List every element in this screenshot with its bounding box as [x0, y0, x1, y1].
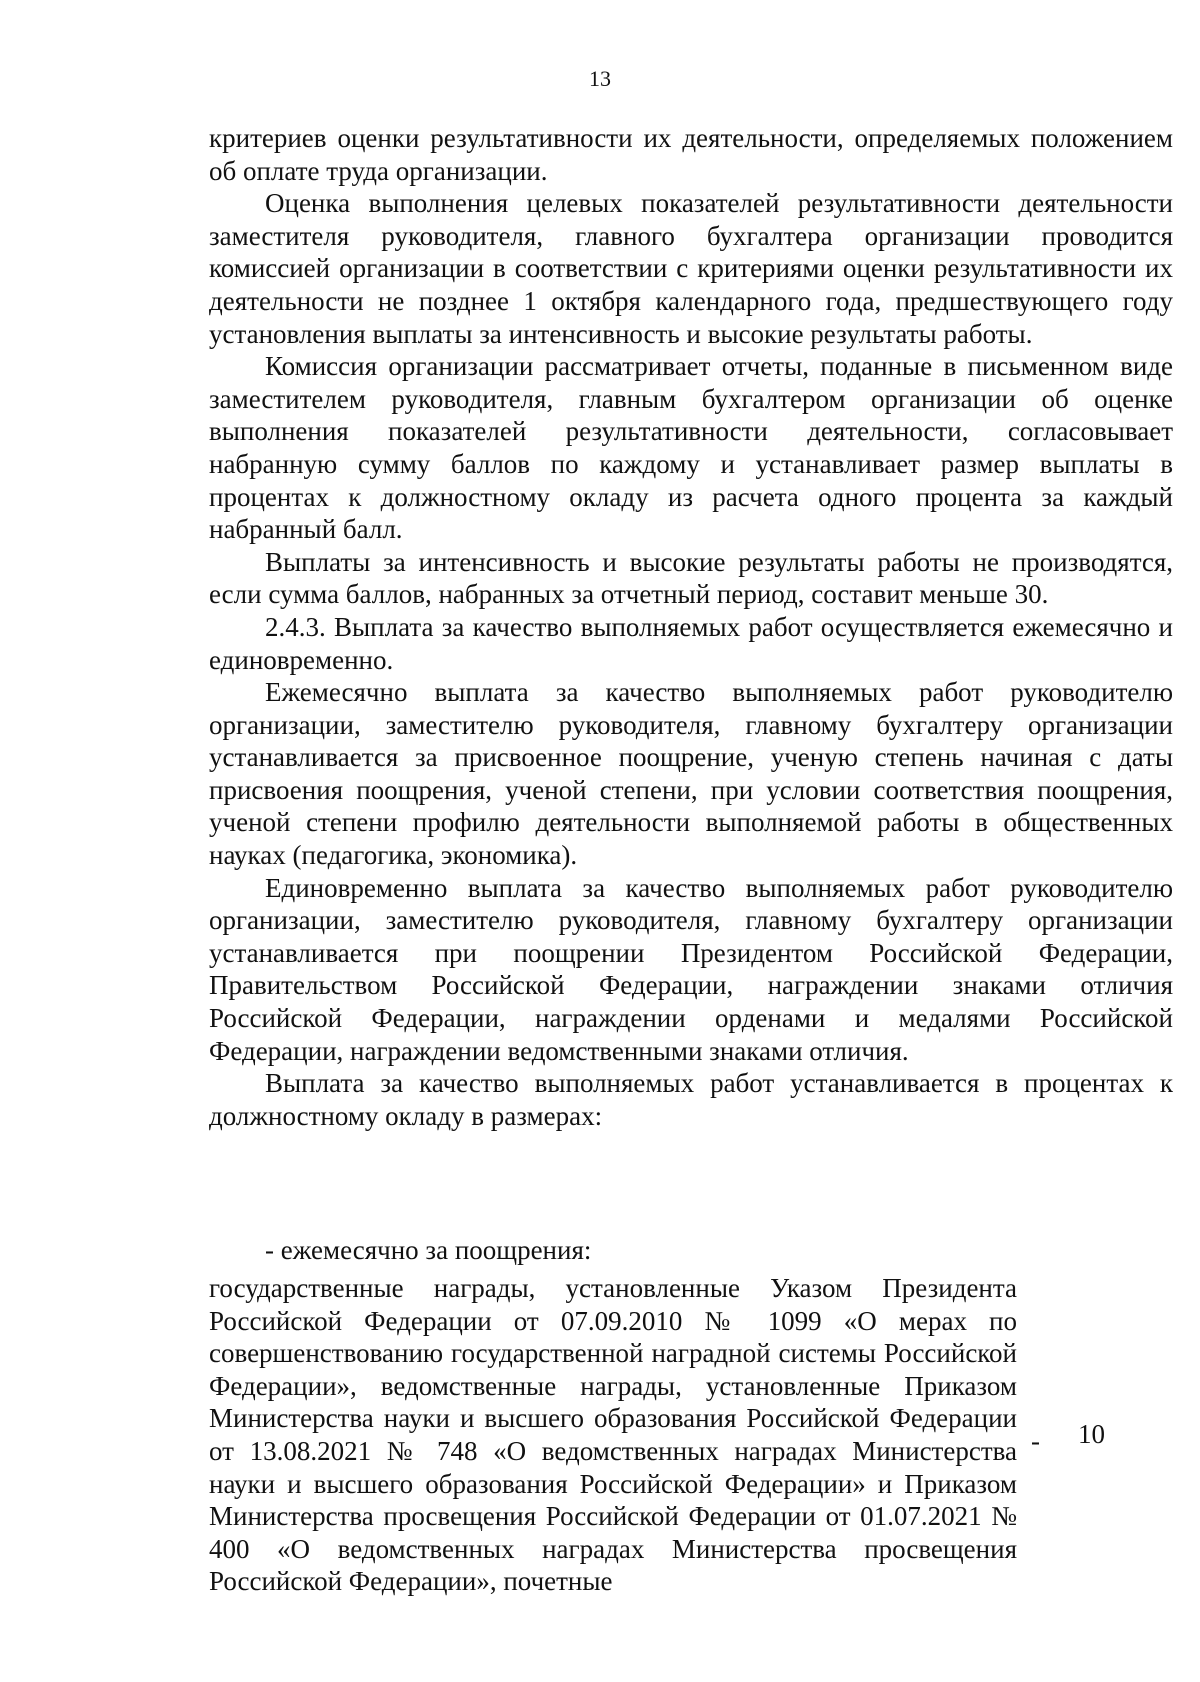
paragraph-section-2-4-3: 2.4.3. Выплата за качество выполняемых работ осуществляется ежемесячно и единовременно.: [209, 611, 1173, 675]
body-text: [209, 122, 1173, 1132]
paragraph-continuation: критериев оценки результативности их деятельности, определяемых положением об оплате труда организации.: [209, 123, 1173, 186]
paragraph-monthly: Ежемесячно выплата за качество выполняемых работ руководителю организации, заместителю руководителя, главному бухгалтеру организации устанавливается за присвоенное поощрение, ученую степень начиная с даты присвоения поощрения, ученой степени, при условии соответствия поощрения, ученой степени профилю деятельности выполняемой работы в общественных науках (педагогика, экономика).: [209, 677, 1173, 871]
paragraph-evaluation: Оценка выполнения целевых показателей результативности деятельности заместителя руководителя, главного бухгалтера организации проводится комиссией организации в соответствии с критериями оценки результативности их деятельности не позднее 1 октября календарного года, предшествующего году установления выплаты за интенсивность и высокие результаты работы.: [209, 188, 1173, 349]
list-intro: - ежемесячно за поощрения:: [265, 1235, 592, 1265]
paragraph-commission: Комиссия организации рассматривает отчеты, поданные в письменном виде заместителем руководителя, главным бухгалтером организации об оценке выполнения показателей результативности деятельности, согласовывает набранную сумму баллов по каждому и устанавливает размер выплаты в процентах к должностному окладу из расчета одного процента за каждый набранный балл.: [209, 351, 1173, 545]
paragraph-amounts: Выплата за качество выполняемых работ устанавливается в процентах к должностному окладу в размерах:: [209, 1068, 1173, 1131]
award-value: 10: [1078, 1419, 1105, 1449]
award-dash: -: [1031, 1426, 1040, 1456]
paragraph-payments-threshold: Выплаты за интенсивность и высокие результаты работы не производятся, если сумма баллов, набранных за отчетный период, составит меньше 30.: [209, 546, 1173, 610]
award-description: государственные награды, установленные Указом Президента Российской Федерации от 07.09.2010 № 1099 «О мерах по совершенствованию государственной наградной системы Российской Федерации», ведомственные награды, установленные Приказом Министерства науки и высшего образования Российской Федерации от 13.08.2021 № 748 «О ведомственных наградах Министерства науки и высшего образования Российской Федерации» и Приказом Министерства просвещения Российской Федерации от 01.07.2021 № 400 «О ведомственных наградах Министерства просвещения Российской Федерации», почетные: [209, 1273, 1017, 1597]
page-number: 13: [589, 66, 611, 91]
paragraph-one-time: Единовременно выплата за качество выполняемых работ руководителю организации, заместителю руководителя, главному бухгалтеру организации устанавливается при поощрении Президентом Российской Федерации, Правительством Российской Федерации, награждении знаками отличия Российской Федерации, награждении орденами и медалями Российской Федерации, награждении ведомственными знаками отличия.: [209, 872, 1173, 1066]
